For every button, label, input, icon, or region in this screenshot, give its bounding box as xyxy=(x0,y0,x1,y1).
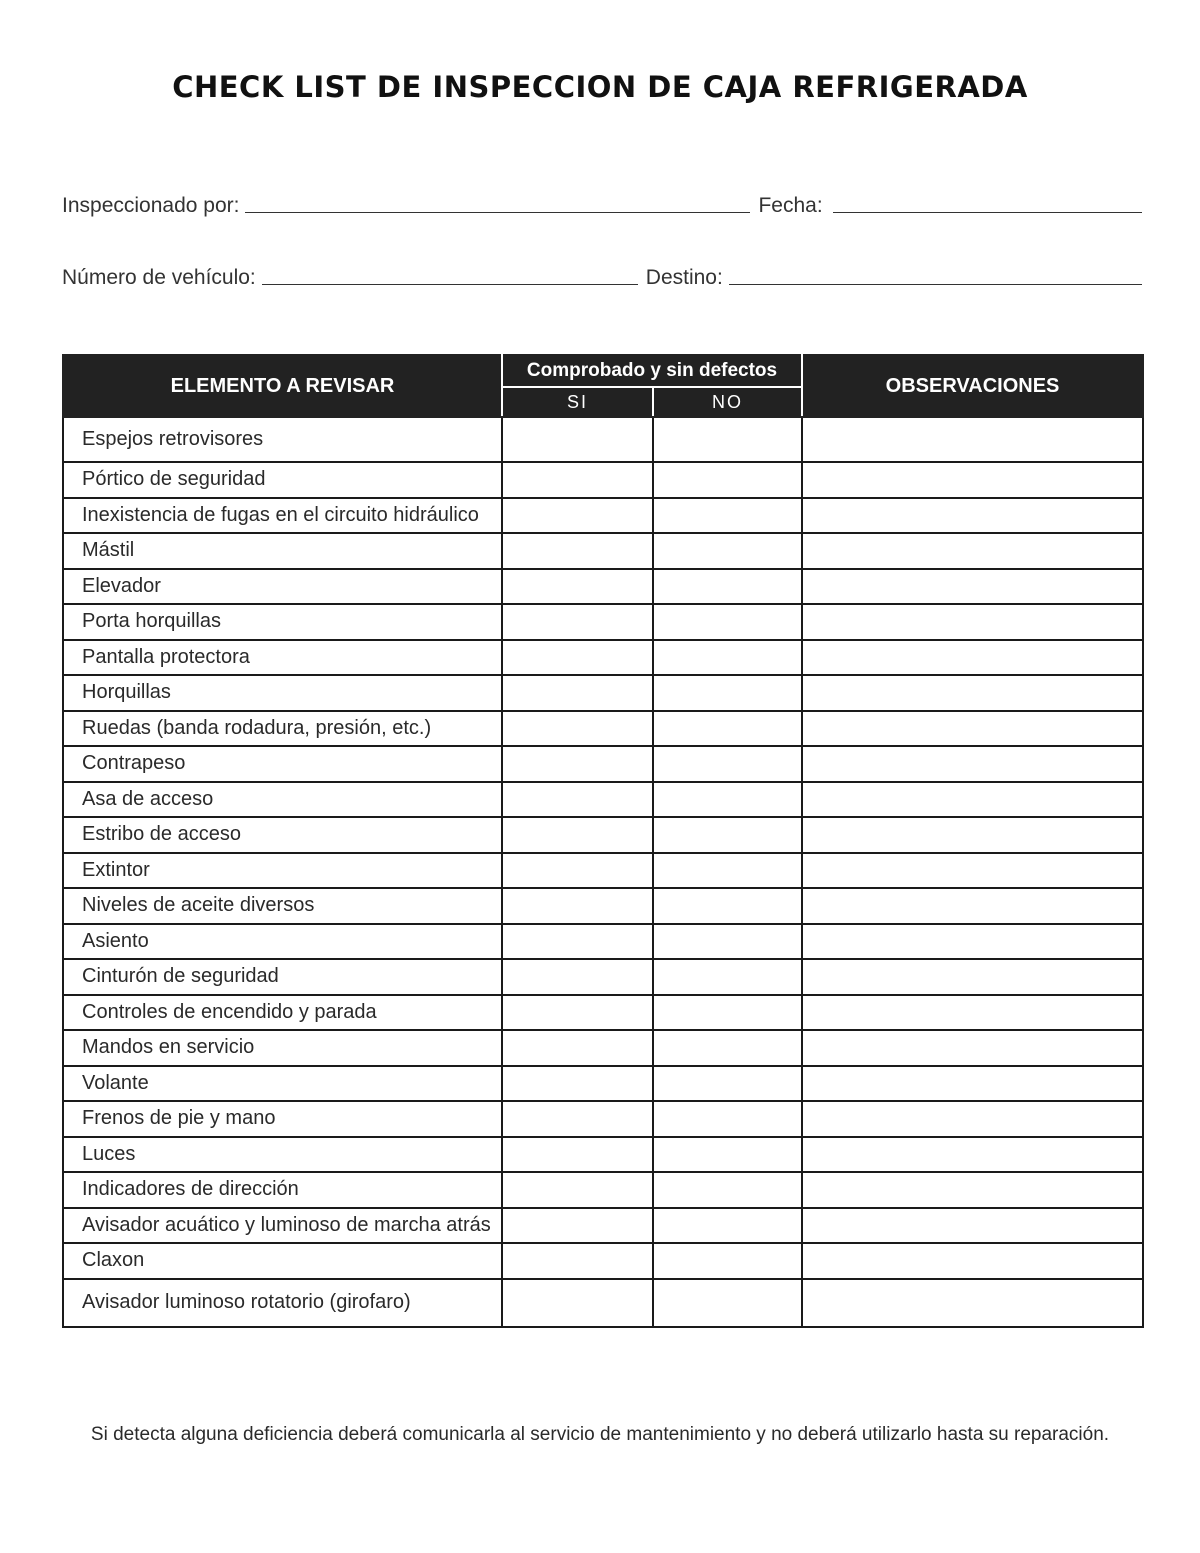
yes-check-cell[interactable] xyxy=(502,604,653,640)
footer-note: Si detecta alguna deficiencia deberá comunicarla al servicio de mantenimiento y no deberá utilizarlo hasta su reparación. xyxy=(90,1424,1110,1445)
table-row xyxy=(63,1137,1143,1173)
document-title: CHECK LIST DE INSPECCION DE CAJA REFRIGERADA xyxy=(172,70,1028,104)
yes-check-cell[interactable] xyxy=(502,1030,653,1066)
observations-cell[interactable] xyxy=(802,1279,1143,1327)
observations-cell[interactable] xyxy=(802,1030,1143,1066)
table-row xyxy=(63,959,1143,995)
yes-check-cell[interactable] xyxy=(502,675,653,711)
row-item-label: Volante xyxy=(63,1066,502,1102)
table-row xyxy=(63,498,1143,534)
no-check-cell[interactable] xyxy=(653,569,802,605)
row-item-label: Pórtico de seguridad xyxy=(63,462,502,498)
no-check-cell[interactable] xyxy=(653,746,802,782)
yes-check-cell[interactable] xyxy=(502,959,653,995)
row-item-label: Avisador acuático y luminoso de marcha atrás xyxy=(63,1208,502,1244)
observations-cell[interactable] xyxy=(802,1137,1143,1173)
no-column-header: NO xyxy=(653,387,802,417)
inspector-date-line xyxy=(62,188,1142,218)
yes-check-cell[interactable] xyxy=(502,533,653,569)
table-row xyxy=(63,462,1143,498)
vehicle-number-field[interactable] xyxy=(262,283,638,285)
no-check-cell[interactable] xyxy=(653,995,802,1031)
row-item-label: Mástil xyxy=(63,533,502,569)
inspected-by-label: Inspeccionado por: xyxy=(62,194,240,217)
observations-cell[interactable] xyxy=(802,711,1143,747)
observations-cell[interactable] xyxy=(802,959,1143,995)
yes-check-cell[interactable] xyxy=(502,1243,653,1279)
yes-check-cell[interactable] xyxy=(502,1101,653,1137)
row-item-label: Frenos de pie y mano xyxy=(63,1101,502,1137)
no-check-cell[interactable] xyxy=(653,1279,802,1327)
row-item-label: Cinturón de seguridad xyxy=(63,959,502,995)
yes-check-cell[interactable] xyxy=(502,498,653,534)
table-row xyxy=(63,640,1143,676)
observations-cell[interactable] xyxy=(802,746,1143,782)
yes-check-cell[interactable] xyxy=(502,417,653,462)
table-row xyxy=(63,569,1143,605)
no-check-cell[interactable] xyxy=(653,604,802,640)
yes-check-cell[interactable] xyxy=(502,1066,653,1102)
row-item-label: Porta horquillas xyxy=(63,604,502,640)
no-check-cell[interactable] xyxy=(653,498,802,534)
table-row xyxy=(63,1279,1143,1327)
no-check-cell[interactable] xyxy=(653,853,802,889)
row-item-label: Mandos en servicio xyxy=(63,1030,502,1066)
no-check-cell[interactable] xyxy=(653,782,802,818)
observations-cell[interactable] xyxy=(802,640,1143,676)
observations-cell[interactable] xyxy=(802,462,1143,498)
no-check-cell[interactable] xyxy=(653,533,802,569)
row-item-label: Contrapeso xyxy=(63,746,502,782)
destination-label: Destino: xyxy=(645,266,723,289)
observations-cell[interactable] xyxy=(802,533,1143,569)
no-check-cell[interactable] xyxy=(653,1208,802,1244)
yes-column-header: SI xyxy=(502,387,653,417)
vehicle-number-label: Número de vehículo: xyxy=(62,266,256,289)
row-item-label: Niveles de aceite diversos xyxy=(63,888,502,924)
date-label: Fecha: xyxy=(758,194,823,217)
observations-cell[interactable] xyxy=(802,853,1143,889)
table-row xyxy=(63,746,1143,782)
table-row xyxy=(63,924,1143,960)
no-check-cell[interactable] xyxy=(653,1066,802,1102)
table-row xyxy=(63,888,1143,924)
table-row xyxy=(63,533,1143,569)
no-check-cell[interactable] xyxy=(653,462,802,498)
vehicle-destination-line xyxy=(62,260,1142,290)
observations-cell[interactable] xyxy=(802,1101,1143,1137)
no-check-cell[interactable] xyxy=(653,888,802,924)
no-check-cell[interactable] xyxy=(653,675,802,711)
observations-cell[interactable] xyxy=(802,782,1143,818)
row-item-label: Horquillas xyxy=(63,675,502,711)
inspection-table xyxy=(62,354,1144,1328)
table-row xyxy=(63,675,1143,711)
no-check-cell[interactable] xyxy=(653,1030,802,1066)
yes-check-cell[interactable] xyxy=(502,1279,653,1327)
observations-cell[interactable] xyxy=(802,1172,1143,1208)
yes-check-cell[interactable] xyxy=(502,853,653,889)
inspected-by-field[interactable] xyxy=(245,211,750,213)
checked-group-header: Comprobado y sin defectos xyxy=(502,355,802,387)
yes-check-cell[interactable] xyxy=(502,462,653,498)
no-check-cell[interactable] xyxy=(653,924,802,960)
observations-cell[interactable] xyxy=(802,569,1143,605)
observations-cell[interactable] xyxy=(802,995,1143,1031)
row-item-label: Avisador luminoso rotatorio (girofaro) xyxy=(63,1279,502,1327)
row-item-label: Estribo de acceso xyxy=(63,817,502,853)
row-item-label: Ruedas (banda rodadura, presión, etc.) xyxy=(63,711,502,747)
no-check-cell[interactable] xyxy=(653,711,802,747)
date-field[interactable] xyxy=(833,211,1142,213)
row-item-label: Controles de encendido y parada xyxy=(63,995,502,1031)
table-row xyxy=(63,604,1143,640)
yes-check-cell[interactable] xyxy=(502,640,653,676)
observations-cell[interactable] xyxy=(802,417,1143,462)
yes-check-cell[interactable] xyxy=(502,888,653,924)
table-row xyxy=(63,417,1143,462)
yes-check-cell[interactable] xyxy=(502,746,653,782)
observations-cell[interactable] xyxy=(802,817,1143,853)
row-item-label: Elevador xyxy=(63,569,502,605)
table-row xyxy=(63,1243,1143,1279)
no-check-cell[interactable] xyxy=(653,1172,802,1208)
observations-cell[interactable] xyxy=(802,1208,1143,1244)
yes-check-cell[interactable] xyxy=(502,782,653,818)
table-row xyxy=(63,782,1143,818)
row-item-label: Asa de acceso xyxy=(63,782,502,818)
yes-check-cell[interactable] xyxy=(502,711,653,747)
table-row xyxy=(63,1030,1143,1066)
table-body xyxy=(63,417,1143,1327)
table-row xyxy=(63,711,1143,747)
observations-cell[interactable] xyxy=(802,675,1143,711)
observations-cell[interactable] xyxy=(802,888,1143,924)
table-row xyxy=(63,853,1143,889)
observations-cell[interactable] xyxy=(802,498,1143,534)
yes-check-cell[interactable] xyxy=(502,924,653,960)
table-row xyxy=(63,1066,1143,1102)
item-column-header: ELEMENTO A REVISAR xyxy=(63,355,502,417)
row-item-label: Luces xyxy=(63,1137,502,1173)
no-check-cell[interactable] xyxy=(653,1243,802,1279)
no-check-cell[interactable] xyxy=(653,1137,802,1173)
no-check-cell[interactable] xyxy=(653,640,802,676)
no-check-cell[interactable] xyxy=(653,959,802,995)
yes-check-cell[interactable] xyxy=(502,569,653,605)
yes-check-cell[interactable] xyxy=(502,995,653,1031)
table-header xyxy=(63,355,1143,417)
row-item-label: Inexistencia de fugas en el circuito hidráulico xyxy=(63,498,502,534)
no-check-cell[interactable] xyxy=(653,417,802,462)
table-row xyxy=(63,995,1143,1031)
no-check-cell[interactable] xyxy=(653,817,802,853)
yes-check-cell[interactable] xyxy=(502,1172,653,1208)
table-row xyxy=(63,1208,1143,1244)
yes-check-cell[interactable] xyxy=(502,1137,653,1173)
table-row xyxy=(63,817,1143,853)
destination-field[interactable] xyxy=(729,283,1142,285)
no-check-cell[interactable] xyxy=(653,1101,802,1137)
row-item-label: Claxon xyxy=(63,1243,502,1279)
row-item-label: Indicadores de dirección xyxy=(63,1172,502,1208)
observations-cell[interactable] xyxy=(802,1243,1143,1279)
row-item-label: Pantalla protectora xyxy=(63,640,502,676)
observations-cell[interactable] xyxy=(802,924,1143,960)
observations-column-header: OBSERVACIONES xyxy=(802,355,1143,417)
observations-cell[interactable] xyxy=(802,1066,1143,1102)
yes-check-cell[interactable] xyxy=(502,817,653,853)
row-item-label: Espejos retrovisores xyxy=(63,417,502,462)
row-item-label: Extintor xyxy=(63,853,502,889)
table-row xyxy=(63,1101,1143,1137)
yes-check-cell[interactable] xyxy=(502,1208,653,1244)
row-item-label: Asiento xyxy=(63,924,502,960)
table-row xyxy=(63,1172,1143,1208)
observations-cell[interactable] xyxy=(802,604,1143,640)
